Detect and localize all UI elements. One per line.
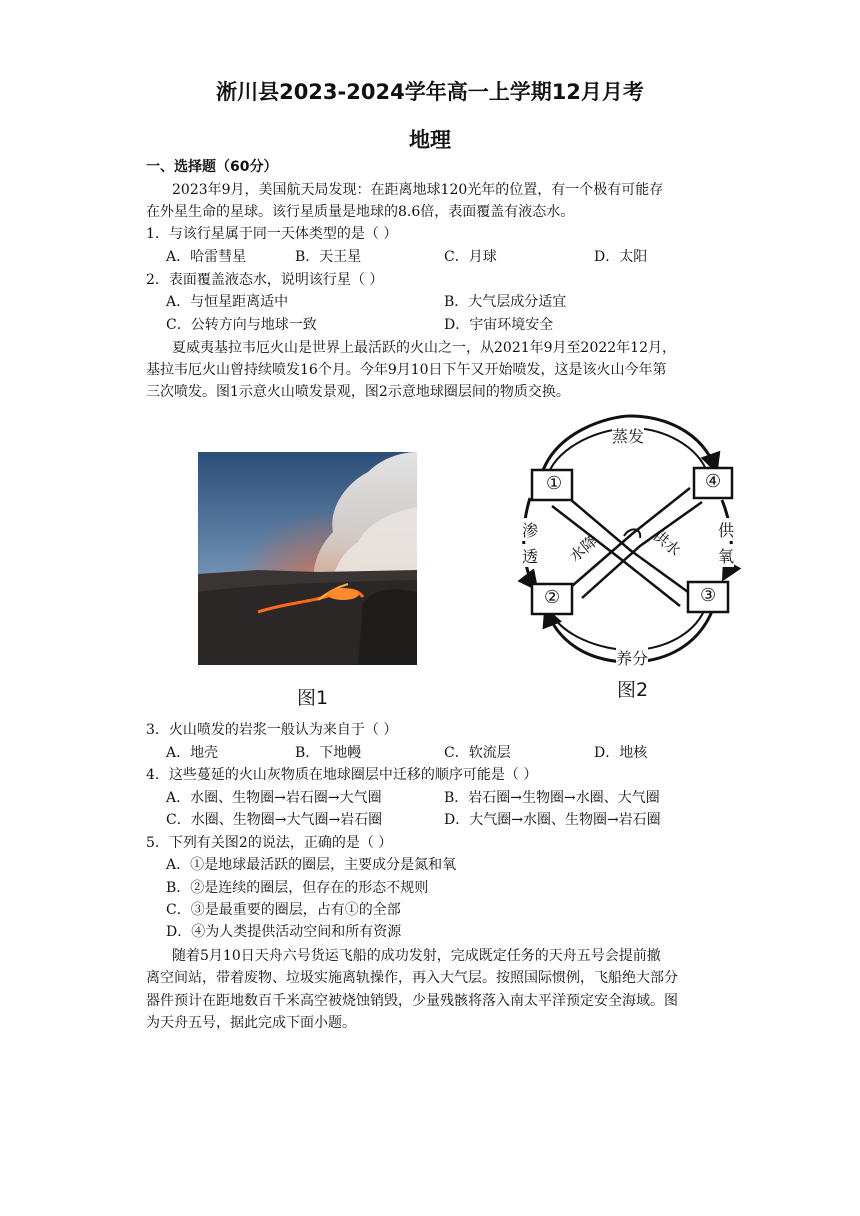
section-heading: 一、选择题（60分）	[146, 159, 278, 175]
label-infiltration-1: 渗	[522, 518, 538, 541]
q3-option-b: B．下地幔	[295, 745, 362, 761]
q5-option-d: D．④为人类提供活动空间和所有资源	[166, 924, 402, 940]
label-oxygen-2: 氧	[718, 544, 734, 567]
passage2-line3: 三次喷发。图1示意火山喷发景观，图2示意地球圈层间的物质交换。	[146, 384, 570, 400]
passage3-line3: 器件预计在距地数百千米高空被烧蚀销毁，少量残骸将落入南太平洋预定安全海域。图	[146, 993, 678, 1009]
node-2: ②	[544, 587, 561, 608]
label-evaporation: 蒸发	[612, 424, 644, 447]
figure2-caption: 图2	[617, 679, 649, 701]
node-1: ①	[546, 473, 563, 494]
q4-option-a: A．水圈、生物圈→岩石圈→大气圈	[166, 790, 382, 806]
q5-option-a: A．①是地球最活跃的圈层，主要成分是氮和氧	[166, 857, 457, 873]
label-nutrients: 养分	[616, 646, 648, 669]
q3-option-a: A．地壳	[166, 745, 219, 761]
q4-option-c: C．水圈、生物圈→大气圈→岩石圈	[166, 812, 383, 828]
q1-option-b: B．天王星	[295, 249, 362, 265]
label-infiltration-2: 透	[522, 544, 538, 567]
question-3-stem: 3．火山喷发的岩浆一般认为来自于（ ）	[146, 722, 398, 738]
passage3-line4: 为天舟五号，据此完成下面小题。	[146, 1015, 356, 1031]
q1-option-d: D．太阳	[594, 249, 648, 265]
node-4: ④	[705, 471, 722, 492]
question-1-stem: 1．与该行星属于同一天体类型的是（ ）	[146, 226, 398, 242]
q3-option-c: C．软流层	[444, 745, 511, 761]
q2-option-b: B．大气层成分适宜	[444, 294, 567, 310]
q4-option-b: B．岩石圈→生物圈→水圈、大气圈	[444, 790, 660, 806]
q4-option-d: D．大气圈→水圈、生物圈→岩石圈	[444, 812, 661, 828]
volcano-eruption-photo	[198, 452, 417, 665]
document-title: 淅川县2023-2024学年高一上学期12月月考	[216, 80, 644, 104]
passage2-line1: 夏威夷基拉韦厄火山是世界上最活跃的火山之一，从2021年9月至2022年12月，	[172, 340, 676, 356]
q2-option-a: A．与恒星距离适中	[166, 294, 289, 310]
label-oxygen-1: 供	[718, 518, 734, 541]
question-4-stem: 4．这些蔓延的火山灰物质在地球圈层中迁移的顺序可能是（ ）	[146, 767, 538, 783]
passage3-line2: 离空间站，带着废物、垃圾实施离轨操作，再入大气层。按照国际惯例，飞船绝大部分	[146, 970, 678, 986]
node-3: ③	[700, 585, 717, 606]
q5-option-c: C．③是最重要的圈层，占有①的全部	[166, 902, 401, 918]
label-water-supply: 供水	[649, 526, 684, 560]
passage1-line1: 2023年9月，美国航天局发现：在距离地球120光年的位置，有一个极有可能存	[172, 182, 664, 198]
figure1-caption: 图1	[297, 687, 329, 709]
q1-option-a: A．哈雷彗星	[166, 249, 247, 265]
q1-option-c: C．月球	[444, 249, 497, 265]
question-2-stem: 2．表面覆盖液态水，说明该行星（ ）	[146, 272, 384, 288]
question-5-stem: 5．下列有关图2的说法，正确的是（ ）	[146, 835, 393, 851]
passage1-line2: 在外星生命的星球。该行星质量是地球的8.6倍，表面覆盖有液态水。	[146, 204, 575, 220]
sphere-exchange-diagram	[512, 410, 744, 690]
q2-option-c: C．公转方向与地球一致	[166, 317, 317, 333]
subject-title: 地理	[409, 128, 451, 152]
passage2-line2: 基拉韦厄火山曾持续喷发16个月。今年9月10日下午又开始喷发，这是该火山今年第	[146, 362, 667, 378]
q5-option-b: B．②是连续的圈层，但存在的形态不规则	[166, 880, 429, 896]
q3-option-d: D．地核	[594, 745, 648, 761]
label-precipitation: 水降	[566, 532, 601, 566]
q2-option-d: D．宇宙环境安全	[444, 317, 554, 333]
passage3-line1: 随着5月10日天舟六号货运飞船的成功发射，完成既定任务的天舟五号会提前撤	[172, 948, 661, 964]
